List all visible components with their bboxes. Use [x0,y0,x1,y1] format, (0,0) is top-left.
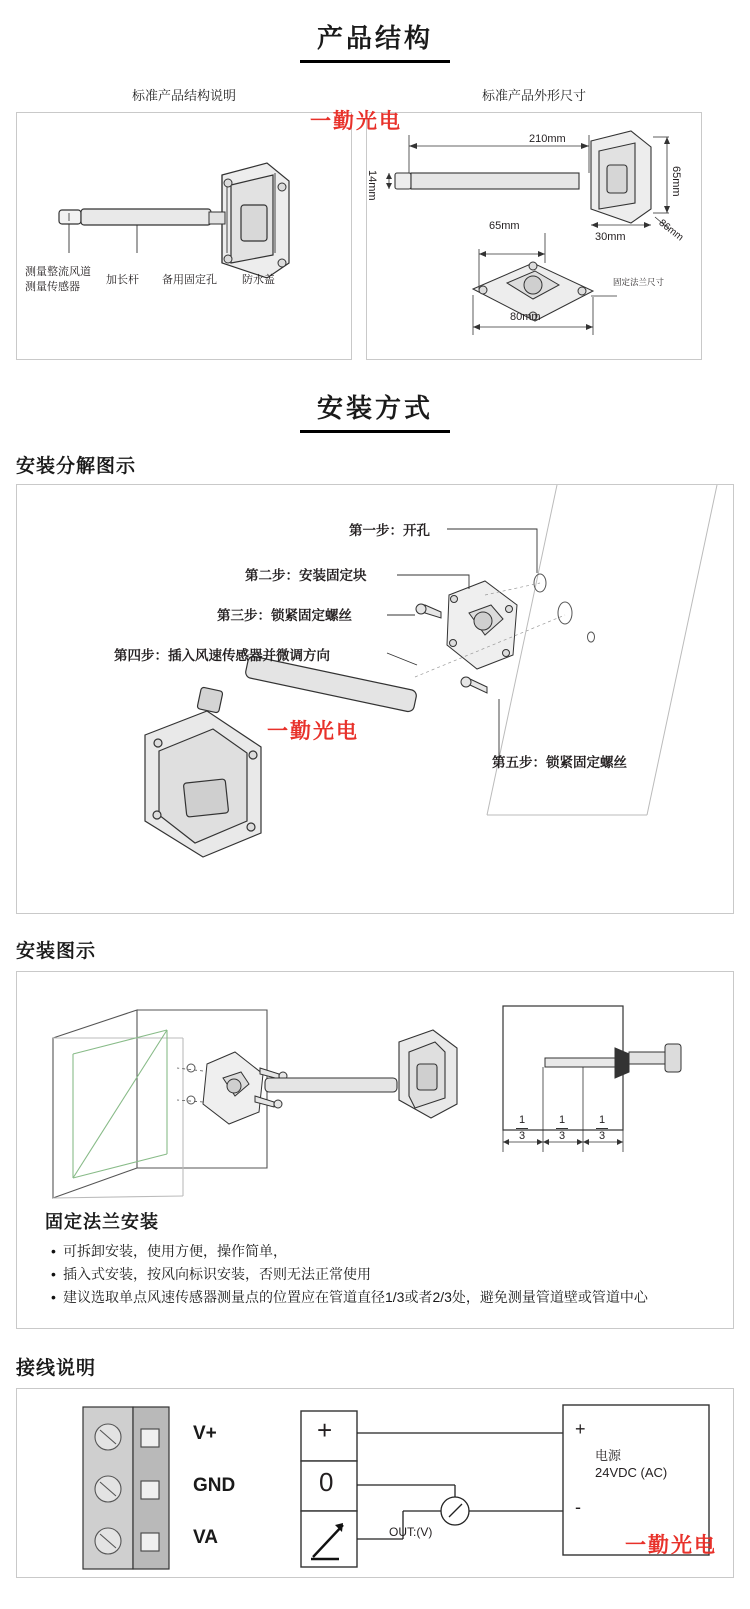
bullet-item: • 建议选取单点风速传感器测量点的位置应在管道直径1/3或者2/3处，避免测量管道壁或管道中心 [49,1286,713,1309]
bullet-item: • 插入式安装，按风向标识安装，否则无法正常使用 [49,1263,713,1286]
title-underline-2 [300,430,450,433]
structure-diagram-panel [16,112,352,360]
terminal-label-vplus: V+ [193,1423,217,1444]
label-extension-rod: 加长杆 [106,274,139,286]
install-method-heading: 安装方式 [316,393,433,423]
dim-height-right: 65mm [670,166,682,197]
step-5-label: 第五步：锁紧固定螺丝 [492,755,627,770]
flange-install-title: 固定法兰安装 [45,1212,159,1232]
step-4-label: 第四步：插入风速传感器并微调方向 [114,648,330,663]
symbol-zero: 0 [319,1467,334,1497]
label-sensor: 测量整流风道 测量传感器 [25,266,91,293]
flange-install-bullets [45,1240,713,1309]
panel-a-caption: 标准产品结构说明 [131,88,236,103]
dim-diameter: 14mm [366,170,378,201]
title-underline [300,60,450,63]
flange-install-block [45,1208,713,1309]
step-2-label: 第二步：安装固定块 [245,568,367,583]
section-title-product-structure [0,18,750,63]
watermark-exploded: 一勤光电 [267,720,359,743]
fraction-third-1: 1 3 [516,1114,528,1142]
dim-flange-base: 80mm [510,311,541,323]
exploded-subtitle: 安装分解图示 [16,456,137,477]
fraction-third-2: 1 3 [556,1114,568,1142]
structure-drawing [17,113,351,359]
structure-panels [0,112,750,360]
fraction-third-3: 1 3 [596,1114,608,1142]
power-plus: + [575,1419,586,1439]
terminal-label-gnd: GND [193,1475,236,1496]
dimension-diagram-panel [366,112,702,360]
terminal-label-va: VA [193,1527,218,1548]
install-diagram-subtitle: 安装图示 [16,941,97,962]
symbol-plus: + [317,1415,333,1445]
wiring-subtitle: 接线说明 [16,1358,97,1379]
dim-flange-thickness: 30mm [595,231,626,243]
dim-length: 210mm [529,133,566,145]
section-title-install-method [0,388,750,433]
dim-flange-note: 固定法兰尺寸 [613,277,665,287]
power-minus: - [575,1497,581,1517]
install-diagram-panel [16,971,734,1329]
page-title: 产品结构 [316,23,433,53]
power-spec: 24VDC (AC) [595,1465,668,1480]
power-title: 电源 [595,1448,622,1463]
exploded-drawing [17,485,733,913]
dim-flange-width: 65mm [489,220,520,232]
label-spare-hole: 备用固定孔 [162,274,217,286]
panel-b-caption: 标准产品外形尺寸 [481,88,586,103]
watermark-wiring: 一勤光电 [625,1534,717,1557]
label-waterproof-cover: 防水盖 [242,274,275,286]
wiring-diagram-panel [16,1388,734,1578]
step-1-label: 第一步：开孔 [349,523,430,538]
dim-depth-right: 86mm [656,217,686,244]
step-3-label: 第三步：锁紧固定螺丝 [217,608,352,623]
exploded-diagram-panel [16,484,734,914]
watermark-top: 一勤光电 [310,110,402,133]
bullet-item: • 可拆卸安装，使用方便，操作简单， [49,1240,713,1263]
out-voltage-label: OUT:(V) [389,1525,433,1539]
